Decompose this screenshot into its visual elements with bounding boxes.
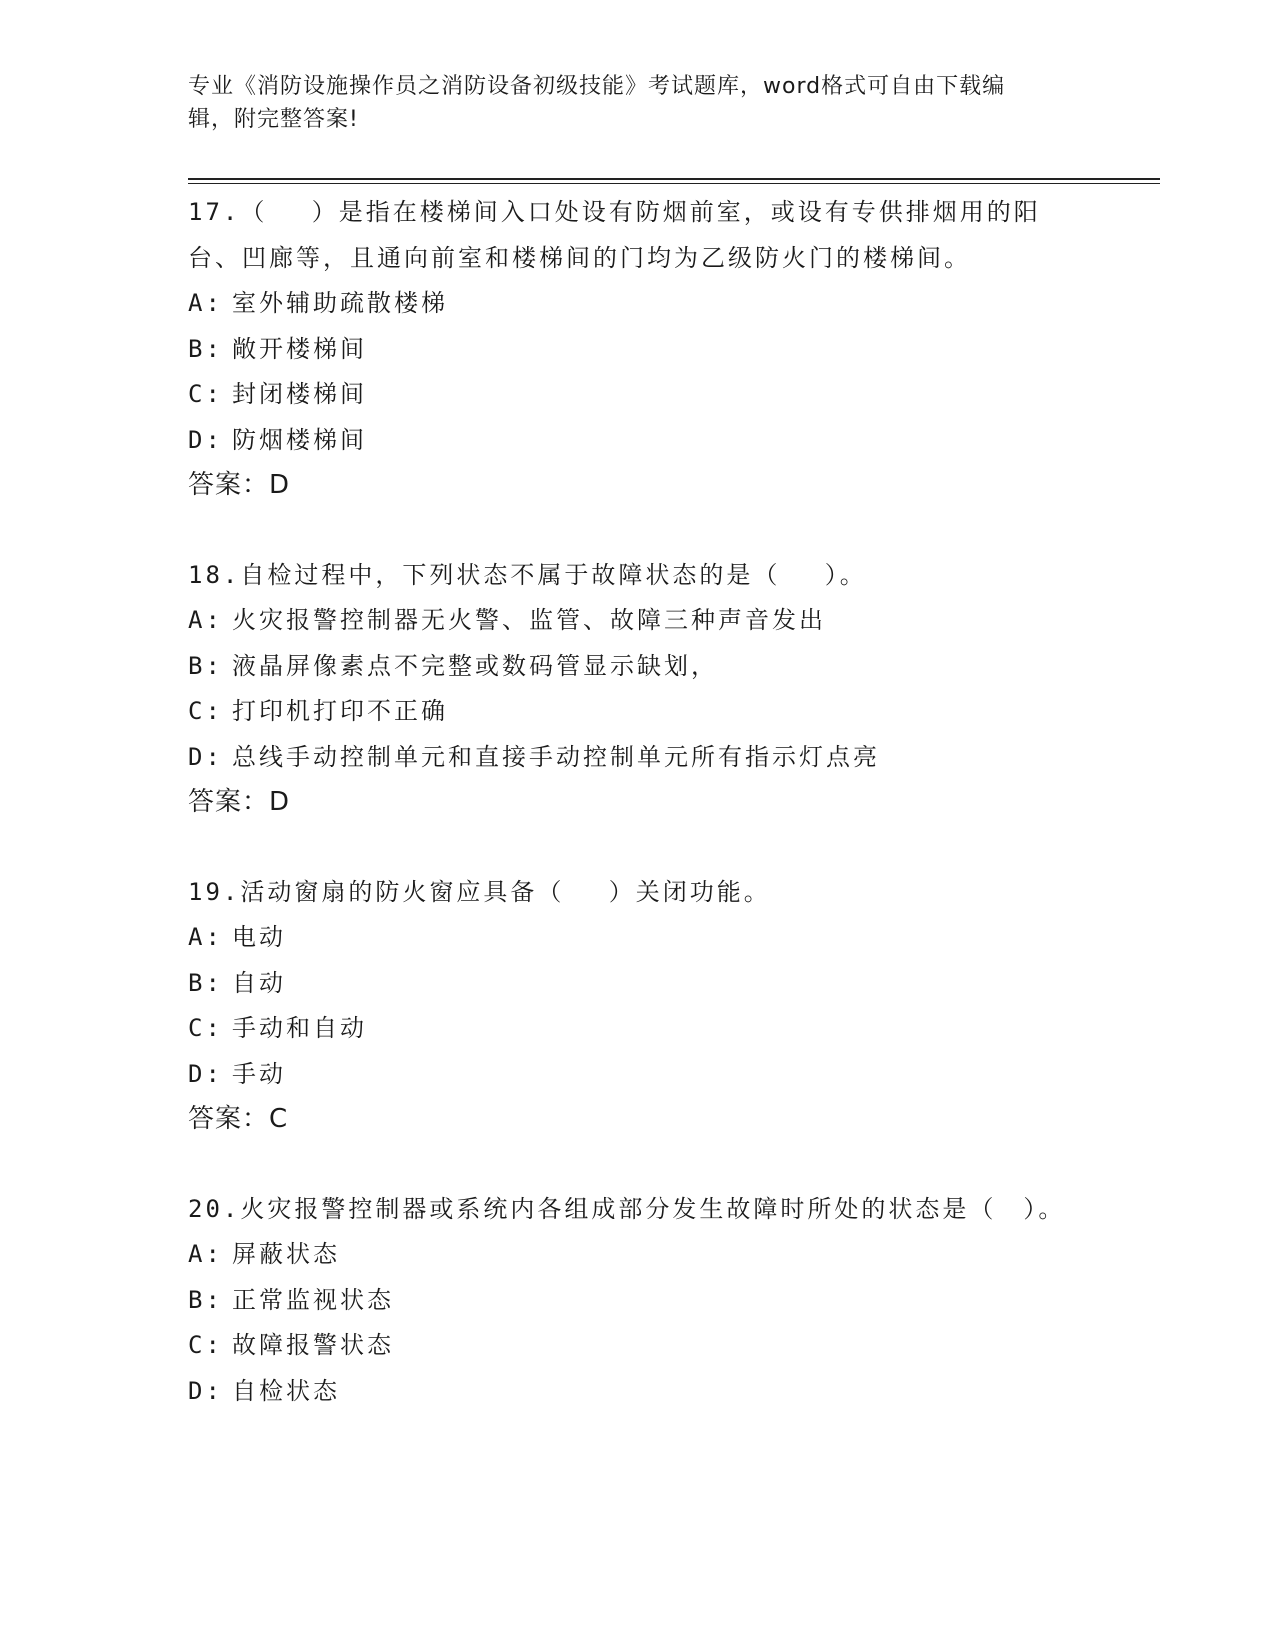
question-stem: 20.火灾报警控制器或系统内各组成部分发生故障时所处的状态是（ ）。 [188, 1194, 1066, 1223]
option-letter: A: [188, 289, 223, 317]
option-b [188, 327, 1088, 373]
option-letter: B: [188, 334, 223, 363]
option-letter: A: [188, 923, 223, 951]
option-text: 防烟楼梯间 [232, 425, 367, 454]
option-c [188, 1006, 1088, 1052]
option-letter: B: [188, 968, 223, 997]
option-c [188, 1323, 1088, 1369]
question-stem: 19.活动窗扇的防火窗应具备（ ）关闭功能。 [188, 877, 771, 906]
option-b [188, 1278, 1088, 1324]
option-letter: A: [188, 606, 223, 634]
answer-line: 答案：C [188, 1104, 289, 1134]
option-text: 室外辅助疏散楼梯 [232, 289, 448, 317]
option-text: 自检状态 [232, 1376, 340, 1405]
header-line-2: 辑，附完整答案! [188, 107, 359, 132]
option-letter: C: [188, 1331, 223, 1359]
question-list [188, 190, 1088, 1458]
option-d [188, 418, 1088, 464]
option-text: 总线手动控制单元和直接手动控制单元所有指示灯点亮 [232, 742, 880, 771]
option-letter: D: [188, 1059, 223, 1088]
question-19 [188, 870, 1088, 1143]
option-letter: C: [188, 1014, 223, 1042]
option-text: 正常监视状态 [232, 1285, 394, 1314]
option-text: 屏蔽状态 [232, 1240, 340, 1268]
option-c [188, 372, 1088, 418]
option-letter: C: [188, 380, 223, 408]
option-text: 自动 [232, 968, 286, 997]
option-a [188, 598, 1088, 644]
option-text: 敞开楼梯间 [232, 334, 367, 363]
question-17 [188, 190, 1088, 509]
option-text: 手动 [232, 1059, 286, 1088]
option-b [188, 961, 1088, 1007]
option-d [188, 1052, 1088, 1098]
option-text: 电动 [232, 923, 286, 951]
option-letter: D: [188, 742, 223, 771]
option-text: 手动和自动 [232, 1014, 367, 1042]
question-stem: 18.自检过程中，下列状态不属于故障状态的是（ ）。 [188, 560, 867, 589]
option-a [188, 915, 1088, 961]
document-header [188, 70, 1068, 136]
answer-line: 答案：D [188, 787, 291, 817]
header-divider [188, 178, 1160, 184]
option-a [188, 1232, 1088, 1278]
option-letter: B: [188, 1285, 223, 1314]
option-d [188, 735, 1088, 781]
option-letter: D: [188, 425, 223, 454]
option-letter: D: [188, 1376, 223, 1405]
question-20 [188, 1187, 1088, 1415]
option-text: 打印机打印不正确 [232, 697, 448, 725]
option-a [188, 281, 1088, 327]
header-line-1: 专业《消防设施操作员之消防设备初级技能》考试题库，word格式可自由下载编 [188, 74, 1006, 99]
option-text: 火灾报警控制器无火警、监管、故障三种声音发出 [232, 606, 826, 634]
question-18 [188, 553, 1088, 826]
option-letter: B: [188, 651, 223, 680]
option-letter: C: [188, 697, 223, 725]
question-stem: 17.（ ）是指在楼梯间入口处设有防烟前室，或设有专供排烟用的阳台、凹廊等，且通向前室和楼梯间的门均为乙级防火门的楼梯间。 [188, 198, 1041, 272]
option-d [188, 1369, 1088, 1415]
option-text: 故障报警状态 [232, 1331, 394, 1359]
option-letter: A: [188, 1240, 223, 1268]
option-text: 封闭楼梯间 [232, 380, 367, 408]
option-b [188, 644, 1088, 690]
answer-line: 答案：D [188, 470, 291, 500]
option-c [188, 689, 1088, 735]
option-text: 液晶屏像素点不完整或数码管显示缺划， [232, 651, 718, 680]
